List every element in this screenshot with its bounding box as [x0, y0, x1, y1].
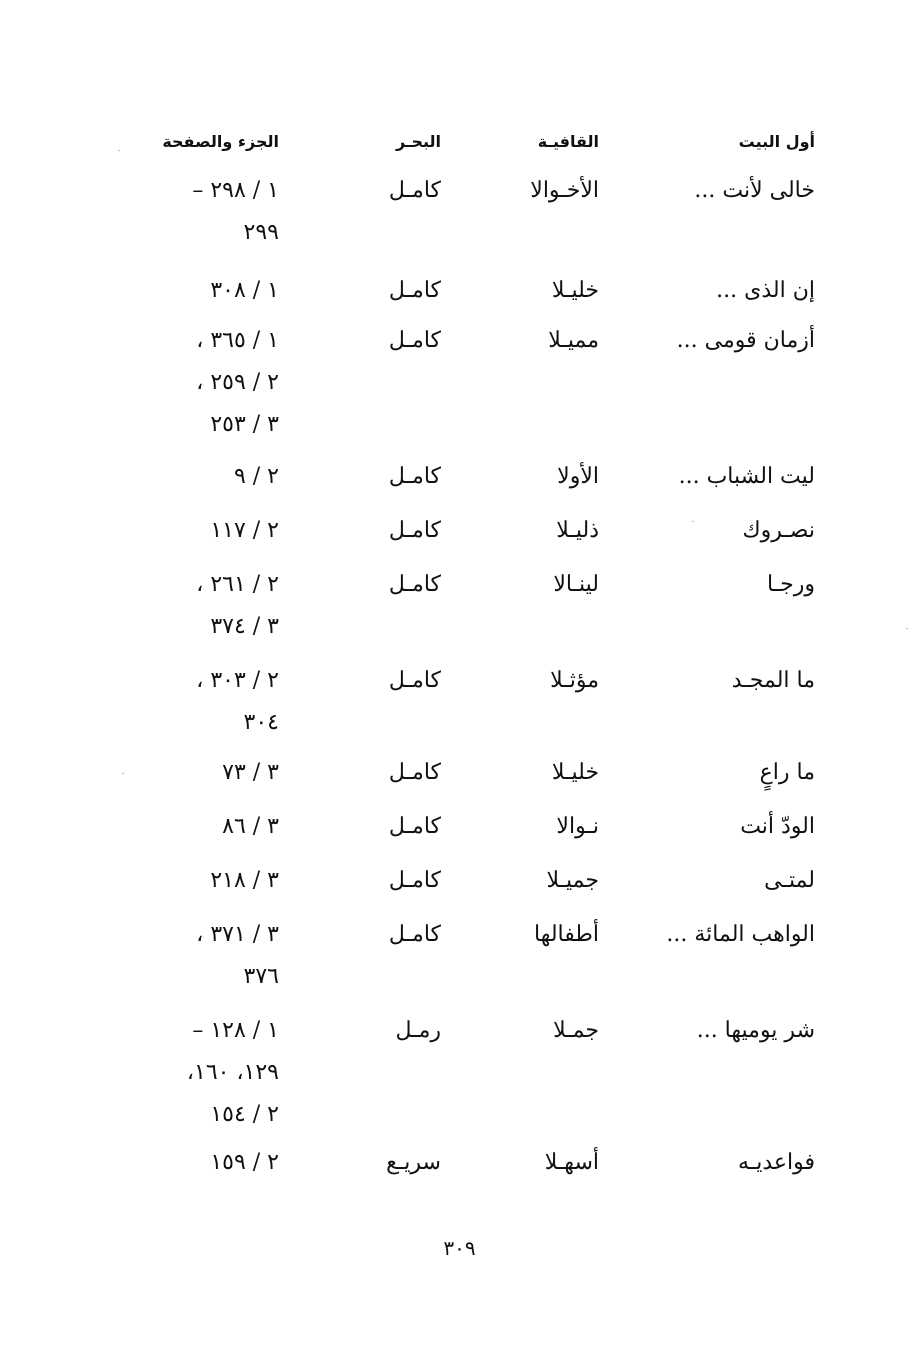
- rhyme-cell: أسهـلا: [544, 1150, 599, 1175]
- rhyme-cell: خليـلا: [551, 278, 599, 303]
- rhyme-cell: نـوالا: [556, 814, 599, 839]
- volume-page-cell: [159, 170, 279, 254]
- meter-cell: كامـل: [388, 922, 441, 947]
- volume-page-line: ١ / ٣٦٥ ،: [196, 328, 279, 353]
- volume-page-line: ٣٧٦: [243, 964, 279, 989]
- meter-cell: رمـل: [395, 1018, 441, 1043]
- first-of-verse-cell: ورجـا: [767, 572, 815, 597]
- first-of-verse-cell: إن الذى ...: [716, 278, 815, 303]
- volume-page-line: ٢ / ٢٦١ ،: [196, 572, 279, 597]
- volume-page-cell: [159, 270, 279, 312]
- scan-speck: [692, 521, 694, 522]
- volume-page-cell: [159, 456, 279, 498]
- volume-page-line: ٢ / ٣٠٣ ،: [196, 668, 279, 693]
- first-of-verse-cell: الواهب المائة ...: [666, 922, 815, 947]
- rhyme-cell: مميـلا: [548, 328, 599, 353]
- volume-page-line: ١٢٩، ١٦٠،: [186, 1060, 279, 1085]
- rhyme-cell: جمـلا: [553, 1018, 599, 1043]
- volume-page-line: ٣٠٤: [243, 710, 279, 735]
- meter-cell: كامـل: [388, 868, 441, 893]
- first-of-verse-cell: نصـروك: [742, 518, 815, 543]
- volume-page-line: ٢ / ١٥٩: [210, 1150, 279, 1175]
- first-of-verse-cell: شر يوميها ...: [696, 1018, 815, 1043]
- rhyme-cell: مؤثـلا: [550, 668, 599, 693]
- volume-page-line: ٢ / ٩: [233, 464, 279, 489]
- rhyme-cell: خليـلا: [551, 760, 599, 785]
- volume-page-cell: [159, 660, 279, 744]
- scan-speck: [122, 773, 124, 774]
- header-first-of-verse: أول البيت: [738, 132, 815, 151]
- meter-cell: كامـل: [388, 572, 441, 597]
- volume-page-cell: [159, 914, 279, 998]
- meter-cell: كامـل: [388, 278, 441, 303]
- meter-cell: كامـل: [388, 518, 441, 543]
- volume-page-line: ٢ / ١١٧: [210, 518, 279, 543]
- first-of-verse-cell: لمتـى: [764, 868, 815, 893]
- volume-page-line: ٣ / ٢٥٣: [210, 412, 279, 437]
- first-of-verse-cell: فواعديـه: [737, 1150, 815, 1175]
- volume-page-cell: [159, 510, 279, 552]
- volume-page-line: ٣ / ٣٧٤: [210, 614, 279, 639]
- meter-cell: كامـل: [388, 668, 441, 693]
- volume-page-line: ٣ / ٢١٨: [210, 868, 279, 893]
- volume-page-cell: [159, 320, 279, 446]
- volume-page-cell: [159, 1142, 279, 1184]
- first-of-verse-cell: الودّ أنت: [740, 814, 815, 839]
- rhyme-cell: أطفالها: [533, 922, 599, 947]
- rhyme-cell: الأخـوالا: [530, 178, 599, 203]
- volume-page-cell: [159, 1010, 279, 1136]
- scan-speck: [118, 150, 120, 151]
- meter-cell: كامـل: [388, 760, 441, 785]
- page-number: ٣٠٩: [443, 1236, 476, 1260]
- volume-page-line: ١ / ١٢٨ –: [192, 1018, 279, 1043]
- header-rhyme: القافيـة: [537, 132, 599, 151]
- meter-cell: سريـع: [386, 1150, 441, 1175]
- volume-page-cell: [159, 860, 279, 902]
- volume-page-line: ٢ / ١٥٤: [210, 1102, 279, 1127]
- volume-page-line: ٢ / ٢٥٩ ،: [196, 370, 279, 395]
- scan-speck: [906, 628, 908, 629]
- rhyme-cell: الأولا: [557, 464, 599, 489]
- first-of-verse-cell: ما المجـد: [731, 668, 815, 693]
- volume-page-line: ٢٩٩: [243, 220, 279, 245]
- header-meter: البحـر: [396, 132, 441, 151]
- meter-cell: كامـل: [388, 464, 441, 489]
- volume-page-cell: [159, 752, 279, 794]
- volume-page-line: ٣ / ٨٦: [222, 814, 279, 839]
- meter-cell: كامـل: [388, 328, 441, 353]
- volume-page-line: ٣ / ٣٧١ ،: [196, 922, 279, 947]
- first-of-verse-cell: ليت الشباب ...: [678, 464, 815, 489]
- rhyme-cell: ذليـلا: [556, 518, 599, 543]
- meter-cell: كامـل: [388, 178, 441, 203]
- rhyme-cell: لينـالا: [553, 572, 599, 597]
- volume-page-line: ٣ / ٧٣: [222, 760, 279, 785]
- rhyme-cell: جميـلا: [546, 868, 599, 893]
- first-of-verse-cell: خالى لأنت ...: [694, 178, 815, 203]
- first-of-verse-cell: ما راعٍ: [759, 760, 815, 785]
- volume-page-line: ١ / ٢٩٨ –: [192, 178, 279, 203]
- header-volume-page: الجزء والصفحة: [162, 132, 279, 151]
- first-of-verse-cell: أزمان قومى ...: [676, 328, 815, 353]
- volume-page-line: ١ / ٣٠٨: [210, 278, 279, 303]
- volume-page-cell: [159, 564, 279, 648]
- meter-cell: كامـل: [388, 814, 441, 839]
- volume-page-cell: [159, 806, 279, 848]
